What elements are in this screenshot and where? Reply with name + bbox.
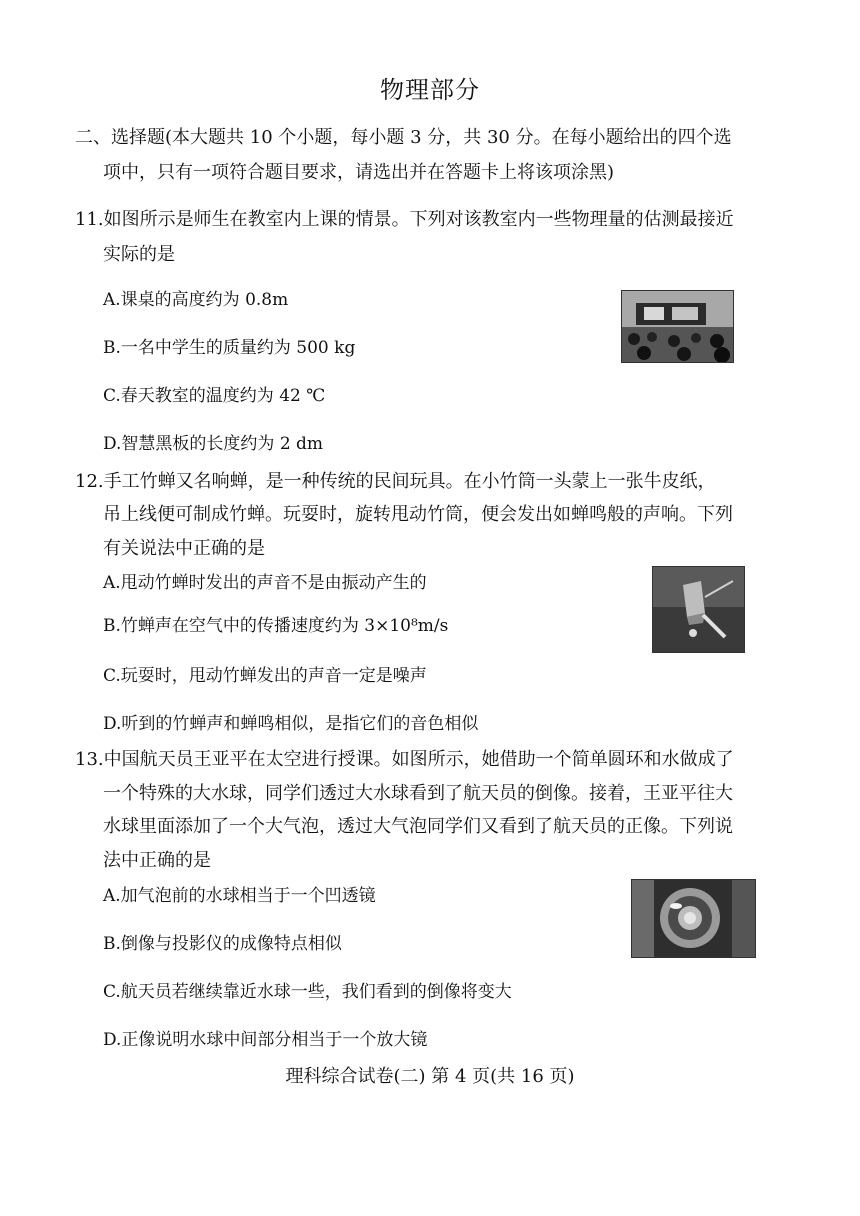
- q13-option-d: D.正像说明水球中间部分相当于一个放大镜: [103, 1030, 428, 1050]
- classroom-photo: [621, 290, 734, 363]
- q12-option-c: C.玩耍时，甩动竹蝉发出的声音一定是噪声: [103, 666, 427, 686]
- q13-stem-line-4: 法中正确的是: [103, 850, 211, 871]
- q12-stem-line-1: 12.手工竹蝉又名响蝉，是一种传统的民间玩具。在小竹筒一头蒙上一张牛皮纸，: [75, 471, 716, 492]
- section-heading-line-2: 项中，只有一项符合题目要求，请选出并在答题卡上将该项涂黑): [103, 162, 615, 183]
- q13-option-a: A.加气泡前的水球相当于一个凹透镜: [103, 886, 376, 906]
- q12-option-b: B.竹蝉声在空气中的传播速度约为 3×10⁸m/s: [103, 616, 449, 636]
- page-title: 物理部分: [380, 76, 480, 104]
- section-heading-line-1: 二、选择题(本大题共 10 个小题，每小题 3 分，共 30 分。在每小题给出的四个选: [75, 127, 732, 148]
- page-footer: 理科综合试卷(二) 第 4 页(共 16 页): [285, 1066, 575, 1087]
- q11-stem-line-2: 实际的是: [103, 244, 175, 265]
- q13-stem-line-1: 13.中国航天员王亚平在太空进行授课。如图所示，她借助一个简单圆环和水做成了: [75, 749, 734, 770]
- q12-option-a: A.甩动竹蝉时发出的声音不是由振动产生的: [103, 573, 427, 593]
- q11-option-d: D.智慧黑板的长度约为 2 dm: [103, 434, 324, 454]
- bamboo-cicada-photo: [652, 566, 745, 653]
- q12-option-d: D.听到的竹蝉声和蝉鸣相似，是指它们的音色相似: [103, 714, 479, 734]
- q11-option-b: B.一名中学生的质量约为 500 kg: [103, 338, 356, 358]
- water-ball-photo: [631, 879, 756, 958]
- q13-stem-line-3: 水球里面添加了一个大气泡，透过大气泡同学们又看到了航天员的正像。下列说: [103, 816, 733, 837]
- q13-stem-line-2: 一个特殊的大水球，同学们透过大水球看到了航天员的倒像。接着，王亚平往大: [103, 783, 733, 804]
- q13-option-c: C.航天员若继续靠近水球一些，我们看到的倒像将变大: [103, 982, 512, 1002]
- q12-stem-line-2: 吊上线便可制成竹蝉。玩耍时，旋转甩动竹筒，便会发出如蝉鸣般的声响。下列: [103, 504, 733, 525]
- q12-stem-line-3: 有关说法中正确的是: [103, 538, 265, 559]
- q11-stem-line-1: 11.如图所示是师生在教室内上课的情景。下列对该教室内一些物理量的估测最接近: [75, 209, 734, 230]
- q11-option-c: C.春天教室的温度约为 42 ℃: [103, 386, 326, 406]
- q11-option-a: A.课桌的高度约为 0.8m: [103, 290, 289, 310]
- q13-option-b: B.倒像与投影仪的成像特点相似: [103, 934, 342, 954]
